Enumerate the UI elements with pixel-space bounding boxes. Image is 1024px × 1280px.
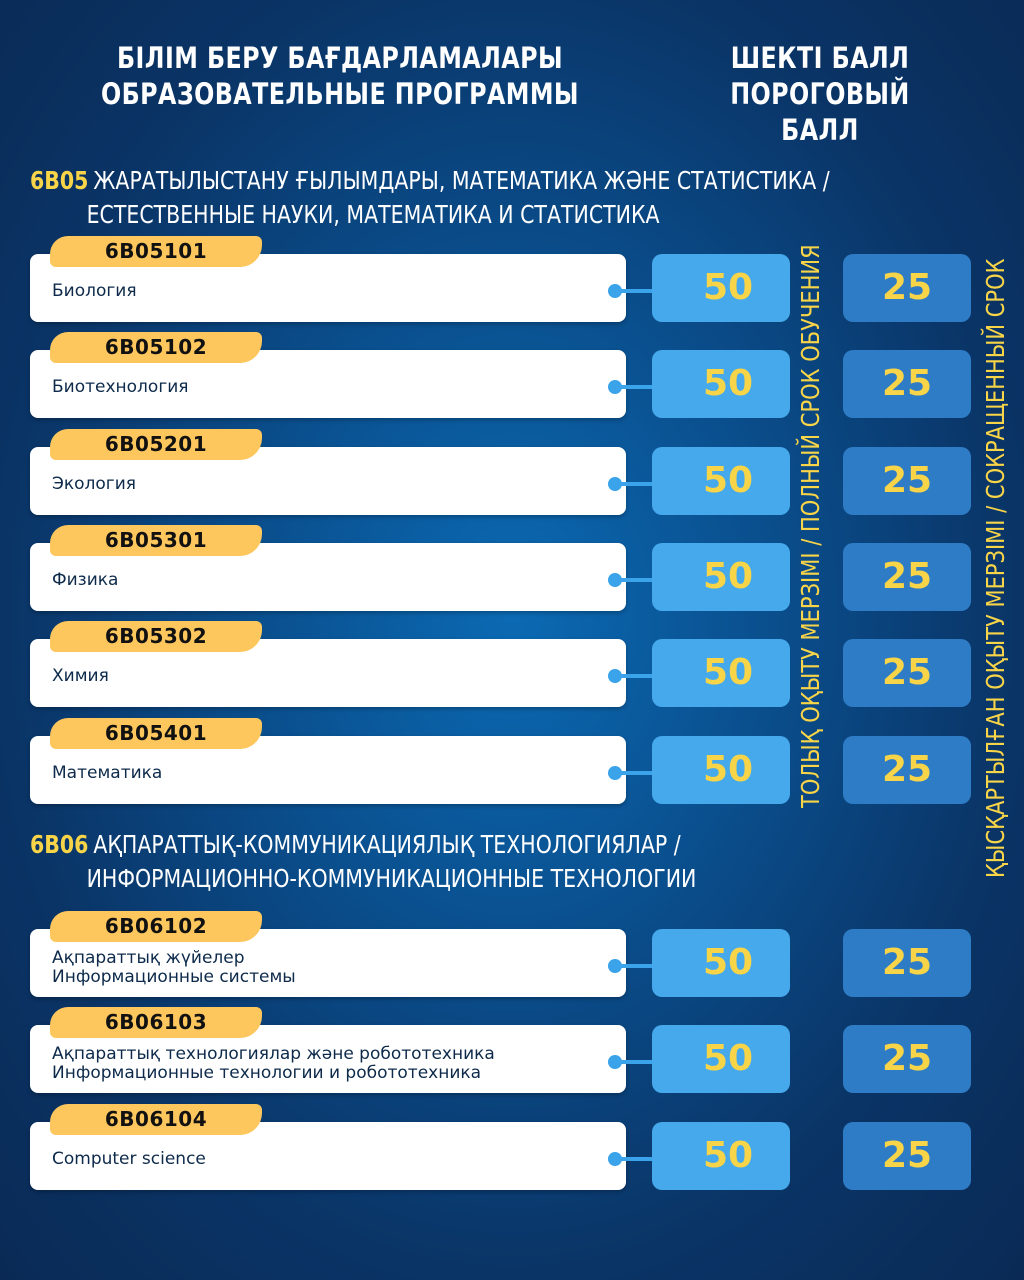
header-programs bbox=[94, 40, 586, 112]
full-term-score: 50 bbox=[652, 1025, 790, 1093]
full-term-score: 50 bbox=[652, 447, 790, 515]
program-name: Биотехнология bbox=[52, 377, 189, 397]
program-code-tag: 6B05101 bbox=[50, 236, 262, 267]
section-title-kz: ЖАРАТЫЛЫСТАНУ ҒЫЛЫМДАРЫ, МАТЕМАТИКА ЖӘНЕ СТАТИСТИКА / bbox=[93, 166, 830, 195]
program-row bbox=[0, 1007, 1024, 1097]
program-name-ru: Информационные технологии и робототехника bbox=[52, 1063, 482, 1083]
connector-line bbox=[620, 674, 654, 678]
program-code-tag: 6B05401 bbox=[50, 718, 262, 749]
connector-line bbox=[620, 1060, 654, 1064]
connector-line bbox=[620, 964, 654, 968]
section-code: 6B05 bbox=[30, 166, 89, 195]
full-term-score: 50 bbox=[652, 929, 790, 997]
header-threshold-ru: ПОРОГОВЫЙ БАЛЛ bbox=[730, 77, 910, 147]
short-term-vertical-label: ҚЫСҚАРТЫЛҒАН ОҚЫТУ МЕРЗІМІ / СОКРАЩЕННЫЙ СРОК bbox=[981, 258, 1010, 878]
full-term-score: 50 bbox=[652, 350, 790, 418]
full-term-score: 50 bbox=[652, 543, 790, 611]
program-name: Computer science bbox=[52, 1149, 206, 1169]
program-row bbox=[0, 1104, 1024, 1194]
program-code-tag: 6B05102 bbox=[50, 332, 262, 363]
program-row bbox=[0, 911, 1024, 1001]
program-code-tag: 6B06104 bbox=[50, 1104, 262, 1135]
header-programs-ru: ОБРАЗОВАТЕЛЬНЫЕ ПРОГРАММЫ bbox=[101, 77, 579, 111]
short-term-score: 25 bbox=[843, 447, 971, 515]
program-name bbox=[52, 1045, 495, 1083]
short-term-score: 25 bbox=[843, 639, 971, 707]
program-code-tag: 6B05301 bbox=[50, 525, 262, 556]
connector-line bbox=[620, 578, 654, 582]
connector-line bbox=[620, 771, 654, 775]
program-name: Физика bbox=[52, 570, 119, 590]
program-name-ru: Информационные системы bbox=[52, 967, 296, 987]
program-row bbox=[0, 718, 1024, 808]
section-title-ru: ИНФОРМАЦИОННО-КОММУНИКАЦИОННЫЕ ТЕХНОЛОГИИ bbox=[86, 864, 697, 893]
full-term-vertical-label: ТОЛЫҚ ОҚЫТУ МЕРЗІМІ / ПОЛНЫЙ СРОК ОБУЧЕНИЯ bbox=[796, 244, 825, 809]
header-threshold-kz: ШЕКТІ БАЛЛ bbox=[730, 41, 910, 75]
program-name-kz: Ақпараттық жүйелер bbox=[52, 948, 245, 968]
section-title-6b05 bbox=[30, 164, 830, 232]
program-row bbox=[0, 429, 1024, 519]
program-row bbox=[0, 621, 1024, 711]
header-programs-kz: БІЛІМ БЕРУ БАҒДАРЛАМАЛАРЫ bbox=[116, 41, 563, 75]
short-term-score: 25 bbox=[843, 1122, 971, 1190]
program-code-tag: 6B05201 bbox=[50, 429, 262, 460]
program-name: Математика bbox=[52, 763, 163, 783]
program-name bbox=[52, 949, 296, 987]
program-name-kz: Ақпараттық технологиялар және робототехника bbox=[52, 1044, 495, 1064]
program-name: Химия bbox=[52, 666, 109, 686]
program-code-tag: 6B06102 bbox=[50, 911, 262, 942]
connector-line bbox=[620, 482, 654, 486]
section-title-ru: ЕСТЕСТВЕННЫЕ НАУКИ, МАТЕМАТИКА И СТАТИСТИКА bbox=[86, 200, 660, 229]
short-term-score: 25 bbox=[843, 543, 971, 611]
program-row bbox=[0, 332, 1024, 422]
short-term-score: 25 bbox=[843, 736, 971, 804]
connector-line bbox=[620, 1157, 654, 1161]
program-row bbox=[0, 236, 1024, 326]
program-name: Биология bbox=[52, 281, 137, 301]
full-term-score: 50 bbox=[652, 1122, 790, 1190]
program-code-tag: 6B06103 bbox=[50, 1007, 262, 1038]
full-term-score: 50 bbox=[652, 254, 790, 322]
short-term-score: 25 bbox=[843, 1025, 971, 1093]
section-code: 6B06 bbox=[30, 830, 89, 859]
connector-line bbox=[620, 289, 654, 293]
short-term-score: 25 bbox=[843, 350, 971, 418]
program-name: Экология bbox=[52, 474, 137, 494]
full-term-score: 50 bbox=[652, 736, 790, 804]
program-code-tag: 6B05302 bbox=[50, 621, 262, 652]
short-term-score: 25 bbox=[843, 254, 971, 322]
section-title-kz: АҚПАРАТТЫҚ-КОММУНИКАЦИЯЛЫҚ ТЕХНОЛОГИЯЛАР / bbox=[93, 830, 681, 859]
connector-line bbox=[620, 385, 654, 389]
short-term-score: 25 bbox=[843, 929, 971, 997]
program-row bbox=[0, 525, 1024, 615]
header-threshold bbox=[697, 40, 943, 148]
full-term-score: 50 bbox=[652, 639, 790, 707]
section-title-6b06 bbox=[30, 828, 696, 896]
